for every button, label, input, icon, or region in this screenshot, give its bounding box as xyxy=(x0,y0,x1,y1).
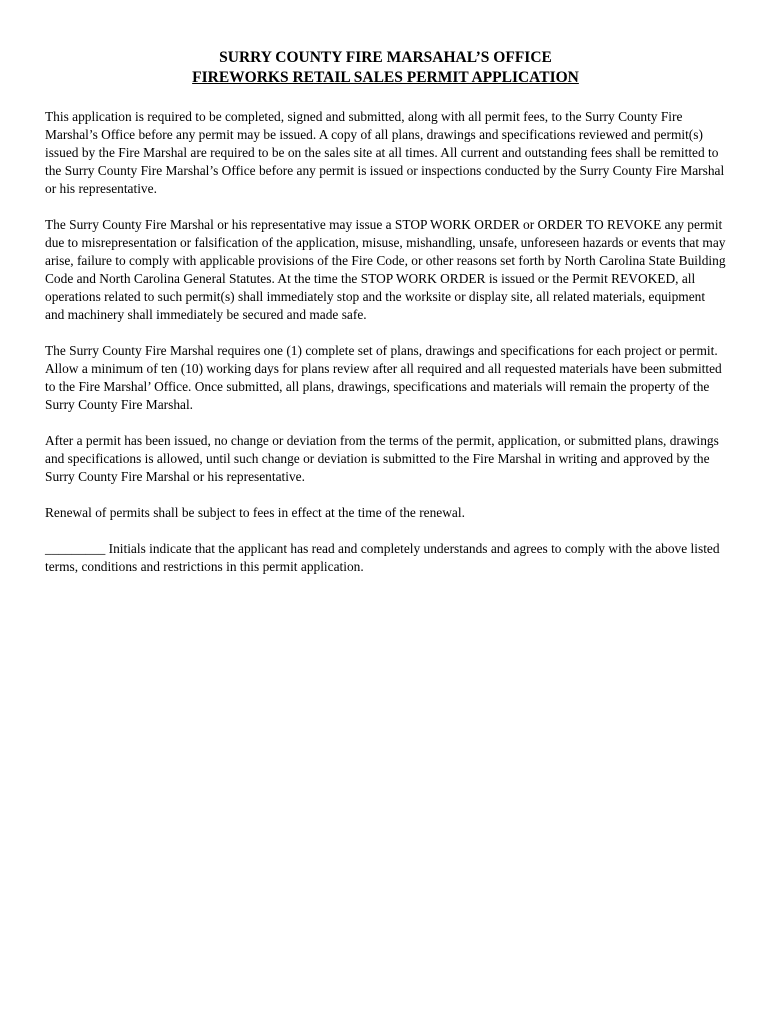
document-header xyxy=(45,48,726,88)
paragraph-initials-acknowledgement: _________ Initials indicate that the applicant has read and completely understands and agrees to comply with the above listed terms, conditions and restrictions in this permit application. xyxy=(45,541,720,574)
document-subtitle: FIREWORKS RETAIL SALES PERMIT APPLICATION xyxy=(192,69,579,86)
paragraph-plans-review: The Surry County Fire Marshal requires one (1) complete set of plans, drawings and specifications for each project or permit. Allow a minimum of ten (10) working days for plans review after all required and all requested materials have been submitted to the Fire Marshal’ Office. Once submitted, all plans, drawings, specifications and materials will remain the property of the Surry County Fire Marshal. xyxy=(45,343,722,412)
paragraph-submission-requirements: This application is required to be completed, signed and submitted, along with all permit fees, to the Surry County Fire Marshal’s Office before any permit may be issued. A copy of all plans, drawings and specifications reviewed and permit(s) issued by the Fire Marshal are required to be on the sales site at all times. All current and outstanding fees shall be remitted to the Surry County Fire Marshal’s Office before any permit is issued or inspections conducted by the Surry County Fire Marshal or his representative. xyxy=(45,109,725,196)
paragraph-permit-changes: After a permit has been issued, no change or deviation from the terms of the permit, application, or submitted plans, drawings and specifications is allowed, until such change or deviation is submitted to the Fire Marshal in writing and approved by the Surry County Fire Marshal or his representative. xyxy=(45,433,719,484)
paragraph-stop-work-order: The Surry County Fire Marshal or his representative may issue a STOP WORK ORDER or ORDER TO REVOKE any permit due to misrepresentation or falsification of the application, misuse, mishandling, unsafe, unforeseen hazards or events that may arise, failure to comply with applicable provisions of the Fire Code, or other reasons set forth by North Carolina State Building Code and North Carolina General Statutes. At the time the STOP WORK ORDER is issued or the Permit REVOKED, all operations related to such permit(s) shall immediately stop and the worksite or display site, all related materials, equipment and machinery shall immediately be secured and made safe. xyxy=(45,217,726,322)
paragraph-renewal-fees: Renewal of permits shall be subject to fees in effect at the time of the renewal. xyxy=(45,505,465,520)
document-title: SURRY COUNTY FIRE MARSAHAL’S OFFICE xyxy=(219,49,552,66)
